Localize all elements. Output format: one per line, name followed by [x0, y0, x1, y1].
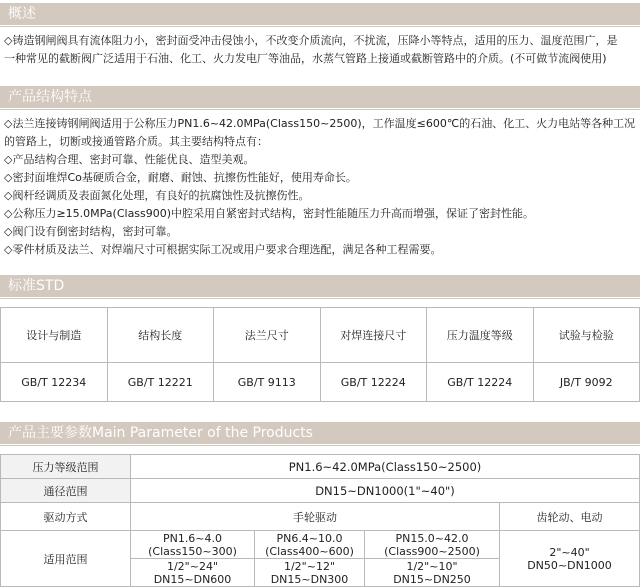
drive-label: 驱动方式 [1, 503, 131, 531]
std-header-cell: 结构长度 [107, 308, 214, 363]
range-cell-size [131, 559, 255, 587]
range-pressure-class: (Class150~300) [148, 544, 237, 558]
pressure-value: PN1.6~42.0MPa(Class150~2500) [131, 455, 640, 479]
drive-gear: 齿轮动、电动 [500, 503, 640, 531]
params-row-range-1 [1, 531, 640, 559]
pressure-label: 压力等级范围 [1, 455, 131, 479]
text-line: ◇阀杆经调质及表面氮化处理，有良好的抗腐蚀性及抗擦伤性。 [4, 189, 310, 202]
range-gear-size: 2"~40" [549, 545, 590, 559]
range-cell-pressure [365, 531, 500, 559]
params-row-pressure [1, 455, 640, 479]
range-pressure-pn: PN15.0~42.0 [395, 531, 469, 545]
overview-text [0, 25, 640, 68]
range-size-dn: DN15~DN250 [393, 572, 471, 586]
section-title-overview: 概述 [0, 3, 640, 25]
range-cell-size [255, 559, 365, 587]
section-structure [0, 86, 640, 259]
std-value-cell: GB/T 12224 [427, 363, 534, 402]
std-header-cell: 设计与制造 [1, 308, 108, 363]
std-value-row [1, 363, 640, 402]
section-title-params: 产品主要参数Main Parameter of the Products [0, 422, 640, 444]
range-pressure-class: (Class900~2500) [384, 544, 480, 558]
params-row-diameter [1, 479, 640, 503]
text-line: 的管路上，切断或接通管路介质。其主要结构特点有： [4, 135, 268, 148]
std-value-cell: JB/T 9092 [533, 363, 640, 402]
range-size-inch: 1/2"~24" [166, 559, 219, 573]
section-std [0, 275, 640, 402]
text-line: ◇密封面堆焊Co基硬质合金，耐磨、耐蚀、抗擦伤性能好，使用寿命长。 [4, 171, 357, 184]
section-title-structure: 产品结构特点 [0, 86, 640, 108]
text-line: ◇铸造钢闸阀具有流体阻力小，密封面受冲击侵蚀小，不改变介质流向，不扰流，压降小等特点，适用的压力、温度范围广，是 [4, 34, 618, 47]
range-size-inch: 1/2"~10" [406, 559, 458, 573]
range-pressure-pn: PN1.6~4.0 [162, 531, 223, 545]
range-cell-gear [500, 531, 640, 587]
section-params [0, 422, 640, 587]
text-line: ◇法兰连接铸钢闸阀适用于公称压力PN1.6~42.0MPa(Class150~2500)，工作温度≤600℃的石油、化工、火力电站等各种工况 [4, 117, 636, 130]
range-gear-dn: DN50~DN1000 [527, 558, 612, 572]
range-size-inch: 1/2"~12" [283, 559, 336, 573]
text-line: ◇产品结构合理、密封可靠、性能优良、造型美观。 [4, 153, 255, 166]
params-row-drive [1, 503, 640, 531]
std-header-cell: 压力温度等级 [427, 308, 534, 363]
std-value-cell: GB/T 12234 [1, 363, 108, 402]
section-title-std: 标准STD [0, 275, 640, 297]
std-value-cell: GB/T 12224 [320, 363, 427, 402]
text-line: ◇零件材质及法兰、对焊端尺寸可根据实际工况或用户要求合理选配，满足各种工程需要。 [4, 243, 442, 256]
std-header-cell: 法兰尺寸 [214, 308, 321, 363]
std-value-cell: GB/T 12221 [107, 363, 214, 402]
text-line: 一种常见的截断阀广泛适用于石油、化工、火力发电厂等油品，水蒸气管路上接通或截断管路中的介质。(不可做节流阀使用) [4, 52, 607, 65]
std-header-row [1, 308, 640, 363]
range-pressure-pn: PN6.4~10.0 [276, 531, 343, 545]
section-overview [0, 0, 640, 68]
diameter-value: DN15~DN1000(1"~40") [131, 479, 640, 503]
range-pressure-class: (Class400~600) [265, 544, 354, 558]
params-table [0, 454, 640, 587]
std-table [0, 307, 640, 402]
text-line: ◇阀门设有倒密封结构，密封可靠。 [4, 225, 178, 238]
range-cell-size [365, 559, 500, 587]
std-header-cell: 试验与检验 [533, 308, 640, 363]
range-size-dn: DN15~DN600 [153, 572, 232, 586]
drive-hand: 手轮驱动 [131, 503, 500, 531]
text-line: ◇公称压力≥15.0MPa(Class900)中腔采用自紧密封式结构，密封性能随压力升高而增强，保证了密封性能。 [4, 207, 535, 220]
structure-text [0, 108, 640, 259]
range-label: 适用范围 [1, 531, 131, 587]
diameter-label: 通径范围 [1, 479, 131, 503]
range-cell-pressure [131, 531, 255, 559]
std-header-cell: 对焊连接尺寸 [320, 308, 427, 363]
std-value-cell: GB/T 9113 [214, 363, 321, 402]
range-size-dn: DN15~DN300 [270, 572, 349, 586]
range-cell-pressure [255, 531, 365, 559]
